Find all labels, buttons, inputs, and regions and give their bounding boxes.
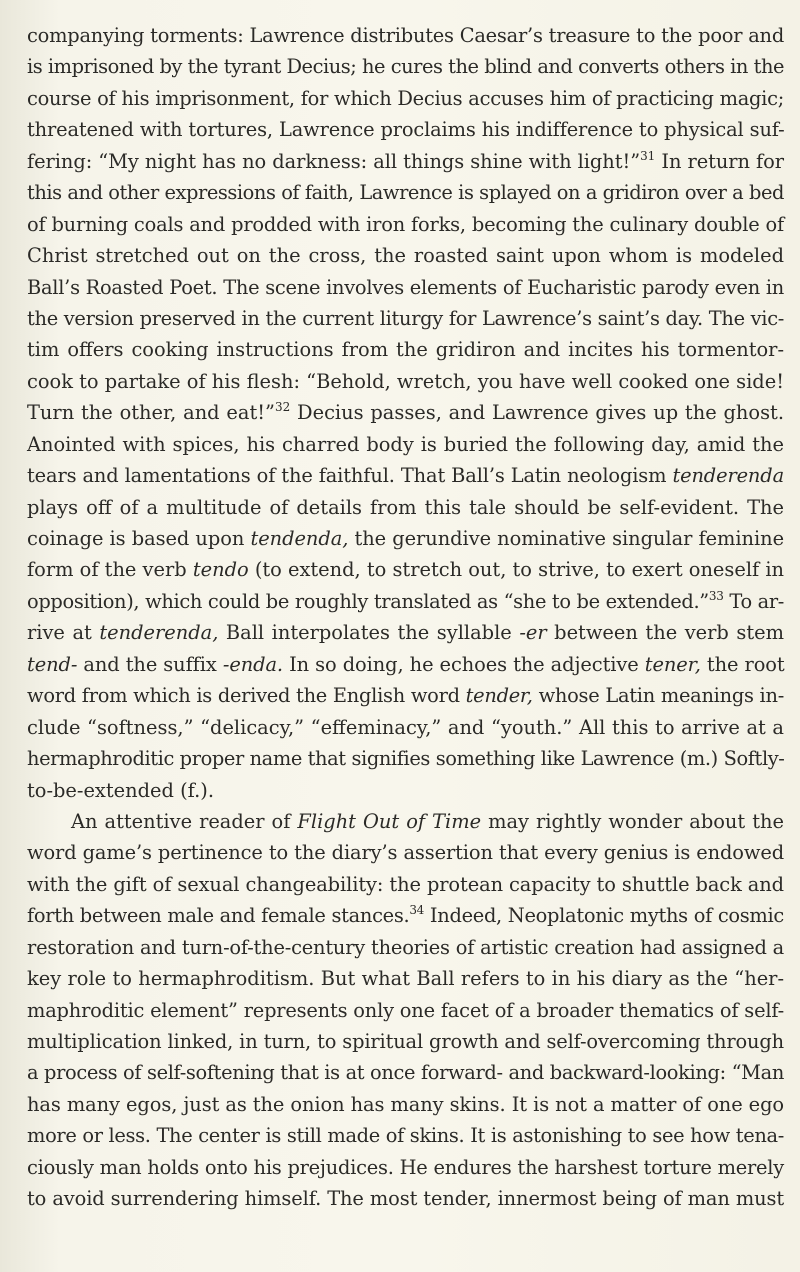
text-segment: the version preserved in the current liturgy for Lawrence’s saint’s day. The vic- (27, 306, 785, 330)
footnote-ref: 32 (274, 400, 291, 415)
italic-text: -er (519, 621, 547, 645)
text-segment: between the verb stem (546, 621, 784, 645)
text-segment: and the suffix (77, 652, 223, 676)
text-segment: forth between male and female stances. (27, 904, 410, 928)
text-line (27, 83, 784, 114)
text-segment: of burning coals and prodded with iron forks, becoming the culinary double of (27, 212, 785, 236)
text-line (27, 963, 784, 994)
text-segment: more or less. The center is still made of skins. It is astonishing to see how tena- (27, 1124, 784, 1148)
text-line (27, 900, 784, 931)
text-segment: Indeed, Neoplatonic myths of cosmic (424, 904, 784, 928)
text-line (27, 20, 784, 51)
text-segment: Ball interpolates the syllable (218, 621, 520, 645)
text-segment: word from which is derived the English word (27, 684, 466, 708)
text-line (27, 523, 784, 554)
text-line (27, 146, 784, 177)
paragraph (27, 806, 784, 1215)
text-line (27, 775, 784, 806)
text-segment: to avoid surrendering himself. The most tender, innermost being of man must (27, 1187, 785, 1211)
footnote-ref: 33 (708, 588, 724, 603)
text-segment: is imprisoned by the tyrant Decius; he cures the blind and converts others in the (27, 55, 784, 79)
text-segment: To ar- (723, 589, 785, 613)
text-line (27, 209, 784, 240)
text-line (27, 743, 784, 774)
text-segment: multiplication linked, in turn, to spiritual growth and self-overcoming through (27, 1030, 784, 1053)
text-segment: hermaphroditic proper name that signifies something like Lawrence (m.) Softly- (27, 747, 785, 771)
text-line (27, 397, 784, 428)
text-line (27, 1026, 784, 1057)
text-line (27, 586, 784, 617)
text-segment: Decius passes, and Lawrence gives up the ghost. (290, 401, 784, 425)
text-line (27, 554, 784, 585)
text-line (27, 114, 784, 145)
text-line (27, 932, 784, 963)
text-segment: plays off of a multitude of details from this tale should be self-evident. The (27, 495, 784, 519)
text-segment: has many egos, just as the onion has many skins. It is not a matter of one ego (27, 1092, 784, 1116)
text-segment: Ball’s Roasted Poet. The scene involves elements of Eucharistic parody even in (27, 275, 785, 299)
text-segment: opposition), which could be roughly translated as “she to be extended.” (27, 589, 709, 613)
text-line (27, 712, 784, 743)
text-segment: form of the verb (27, 558, 193, 582)
text-segment: this and other expressions of faith, Lawrence is splayed on a gridiron over a bed (27, 181, 784, 205)
text-segment: with the gift of sexual changeability: the protean capacity to shuttle back and (27, 872, 784, 896)
italic-text: tenderenda, (99, 621, 219, 645)
text-line (27, 1057, 784, 1088)
text-line (27, 334, 784, 365)
footnote-ref: 31 (640, 148, 656, 163)
text-line (27, 806, 784, 837)
paragraph (27, 20, 784, 806)
text-segment: to-be-extended (f.). (27, 778, 215, 802)
italic-text: tenderenda (672, 464, 785, 488)
text-segment: ciously man holds onto his prejudices. He endures the harshest torture merely (27, 1155, 785, 1179)
italic-text: Flight Out of Time (297, 809, 482, 833)
text-segment: In so doing, he echoes the adjective (283, 652, 645, 676)
text-segment: An attentive reader of (71, 809, 298, 833)
italic-text: tendo (192, 558, 249, 582)
body-text (27, 20, 784, 1215)
text-segment: threatened with tortures, Lawrence proclaims his indifference to physical suf- (27, 118, 785, 142)
text-line (27, 1183, 784, 1214)
text-segment: key role to hermaphroditism. But what Ball refers to in his diary as the “her- (27, 967, 784, 991)
text-segment: Turn the other, and eat!” (27, 401, 275, 425)
text-segment: fering: “My night has no darkness: all things shine with light!” (27, 149, 641, 173)
text-line (27, 1089, 784, 1120)
text-segment: the gerundive nominative singular feminine (348, 527, 785, 550)
italic-text: tender, (465, 684, 533, 708)
footnote-ref: 34 (409, 903, 425, 918)
italic-text: tener, (644, 652, 701, 676)
text-line (27, 869, 784, 900)
text-line (27, 460, 784, 491)
text-line (27, 51, 784, 82)
text-segment: Anointed with spices, his charred body is buried the following day, amid the (27, 432, 784, 456)
text-line (27, 303, 784, 334)
text-line (27, 240, 784, 271)
text-line (27, 492, 784, 523)
text-line (27, 617, 784, 648)
italic-text: tend- (27, 652, 78, 676)
text-line (27, 366, 784, 397)
italic-text: tendenda, (250, 527, 349, 550)
text-line (27, 177, 784, 208)
text-segment: In return for (655, 149, 784, 173)
text-segment: Christ stretched out on the cross, the roasted saint upon whom is modeled (27, 244, 784, 268)
text-segment: coinage is based upon (27, 527, 251, 550)
text-line (27, 680, 784, 711)
text-segment: maphroditic element” represents only one facet of a broader thematics of self- (27, 998, 784, 1022)
text-segment: (to extend, to stretch out, to strive, to exert oneself in (248, 558, 785, 582)
text-segment: companying torments: Lawrence distributes Caesar’s treasure to the poor and (27, 24, 785, 47)
text-segment: restoration and turn-of-the-century theories of artistic creation had assigned a (27, 935, 785, 959)
italic-text: -enda. (222, 652, 284, 676)
text-segment: the root (700, 652, 785, 676)
text-segment: tim offers cooking instructions from the gridiron and incites his tormentor- (27, 338, 784, 362)
text-segment: course of his imprisonment, for which Decius accuses him of practicing magic; (27, 86, 785, 110)
text-segment: tears and lamentations of the faithful. That Ball’s Latin neologism (27, 464, 673, 488)
text-segment: rive at (27, 621, 100, 645)
text-line (27, 649, 784, 680)
text-line (27, 1120, 784, 1151)
text-segment: word game’s pertinence to the diary’s assertion that every genius is endowed (27, 841, 785, 865)
text-line (27, 429, 784, 460)
text-segment: a process of self-softening that is at once forward- and backward-looking: “Man (27, 1061, 784, 1085)
text-line (27, 1152, 784, 1183)
text-segment: whose Latin meanings in- (532, 684, 784, 708)
text-line (27, 272, 784, 303)
text-segment: may rightly wonder about the (481, 809, 784, 833)
text-line (27, 995, 784, 1026)
text-line (27, 837, 784, 868)
text-segment: clude “softness,” “delicacy,” “effeminacy,” and “youth.” All this to arrive at a (27, 715, 784, 739)
text-segment: cook to partake of his flesh: “Behold, wretch, you have well cooked one side! (27, 369, 784, 393)
